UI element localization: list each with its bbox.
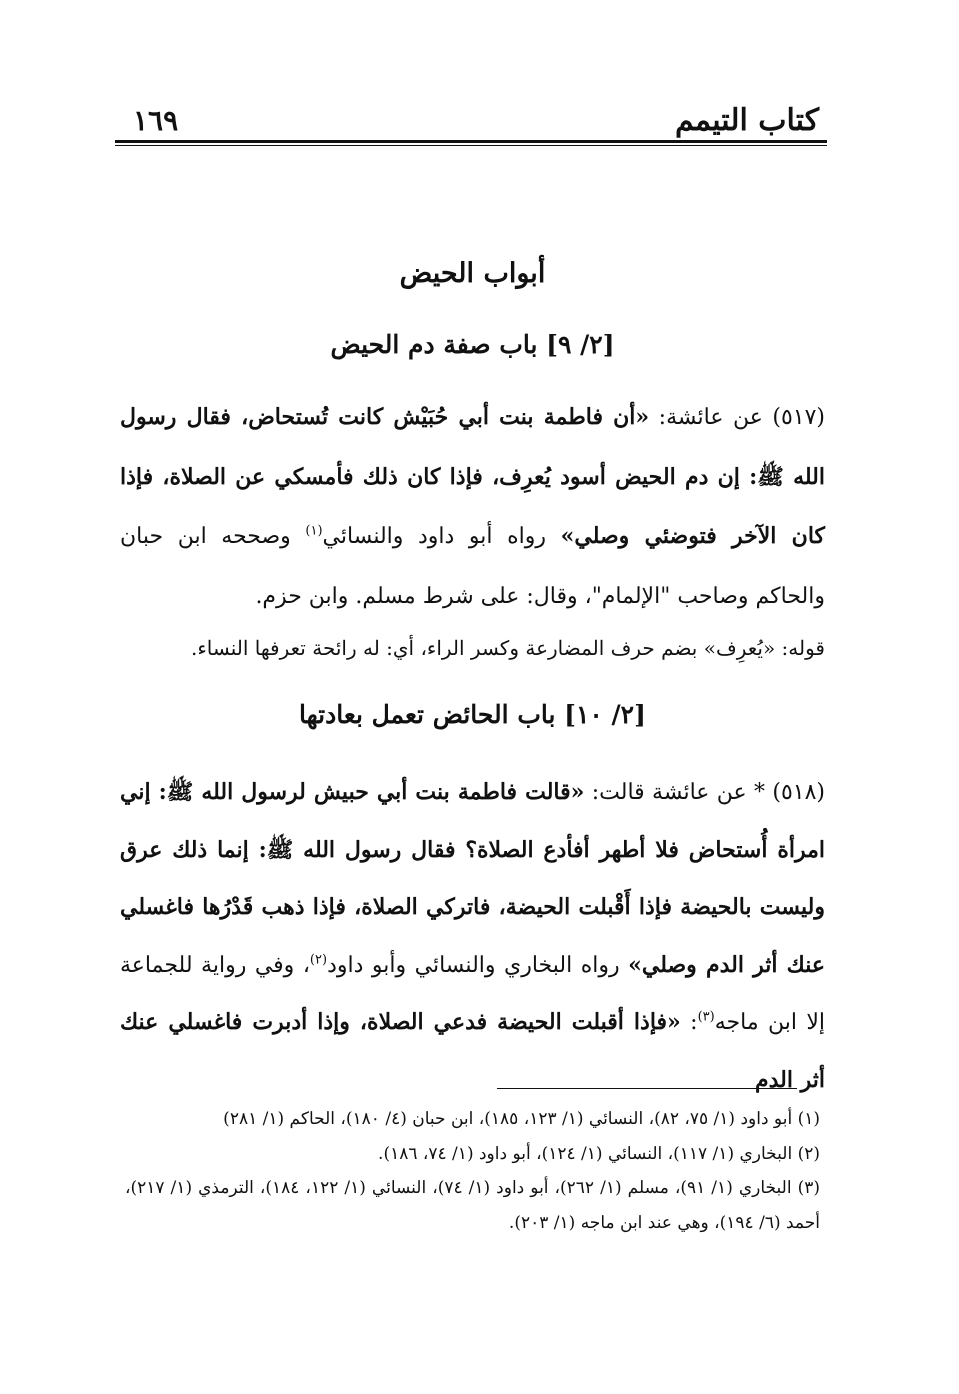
hadith-text: «أن فاطمة بنت أبي حُبَيْش كانت تُستحاض، فقال رسول الله ﷺ: إن دم الحيض أسود يُعرِف، فإذا كان ذلك فأمسكي عن الصلاة، فإذا كان الآخر فتوضئي وصلي» [120, 404, 826, 549]
running-header [115, 98, 827, 140]
hadith-number: (٥١٧) [772, 405, 826, 430]
commentary-note: قوله: «يُعرِف» بضم حرف المضارعة وكسر الراء، أي: له رائحة تعرفها النساء. [191, 636, 825, 660]
header-rule [115, 140, 827, 146]
chapter-title: أبواب الحيض [399, 258, 546, 289]
footnote-ref: (٣) [697, 1009, 715, 1025]
hadith-paragraph [120, 388, 825, 626]
hadith-source: رواه البخاري والنسائي وأبو داود [327, 952, 629, 978]
hadith-paragraph [120, 764, 825, 1109]
section-heading: [٢/ ١٠] باب الحائض تعمل بعادتها [299, 700, 646, 729]
punctuation: : [680, 1010, 698, 1035]
footnotes [125, 1102, 820, 1240]
footnote: (٣) البخاري (١/ ٩١)، مسلم (١/ ٢٦٢)، أبو داود (١/ ٧٤)، النسائي (١/ ١٢٢، ١٨٤)، الترمذي (١/ ٢١٧)، أحمد (٦/ ١٩٤)، وهي عند ابن ماجه (١/ ٢٠٣). [125, 1178, 820, 1233]
hadith-source: رواه أبو داود والنسائي [322, 524, 561, 549]
hadith-intro: * عن عائشة قالت: [584, 780, 773, 805]
section-heading: [٢/ ٩] باب صفة دم الحيض [330, 330, 615, 359]
hadith-variant: ، وفي رواية للجماعة إلا ابن ماجه [120, 952, 825, 1035]
footnote: (١) أبو داود (١/ ٧٥، ٨٢)، النسائي (١/ ١٢٣، ١٨٥)، ابن حبان (٤/ ١٨٠)، الحاكم (١/ ٢٨١) [223, 1109, 820, 1129]
footnote-ref: (٢) [309, 952, 328, 968]
page-number: ١٦٩ [133, 104, 179, 137]
hadith-intro: عن عائشة: [649, 405, 773, 430]
hadith-text: «فإذا أقبلت الحيضة فدعي الصلاة، وإذا أدبرت فاغسلي عنك أثر الدم [120, 1009, 825, 1093]
footnote: (٢) البخاري (١/ ١١٧)، النسائي (١/ ١٢٤)، أبو داود (١/ ٧٤، ١٨٦). [378, 1143, 820, 1164]
footnote-rule [497, 1088, 797, 1089]
hadith-number: (٥١٨) [772, 780, 825, 805]
footnote-ref: (١) [305, 523, 323, 539]
hadith-grading: وصححه ابن حبان والحاكم وصاحب "الإلمام"، وقال: على شرط مسلم. وابن حزم. [120, 524, 825, 609]
hadith-text: «قالت فاطمة بنت أبي حبيش لرسول الله ﷺ: إني امرأة أُستحاض فلا أطهر أفأدع الصلاة؟ فقال رسول الله ﷺ: إنما ذلك عرق وليست بالحيضة فإذا أَقْبلت الحيضة، فاتركي الصلاة، فإذا ذهب قَدْرُها فاغسلي عنك أثر الدم وصلي» [120, 779, 825, 978]
header-title: كتاب التيمم [674, 103, 819, 138]
